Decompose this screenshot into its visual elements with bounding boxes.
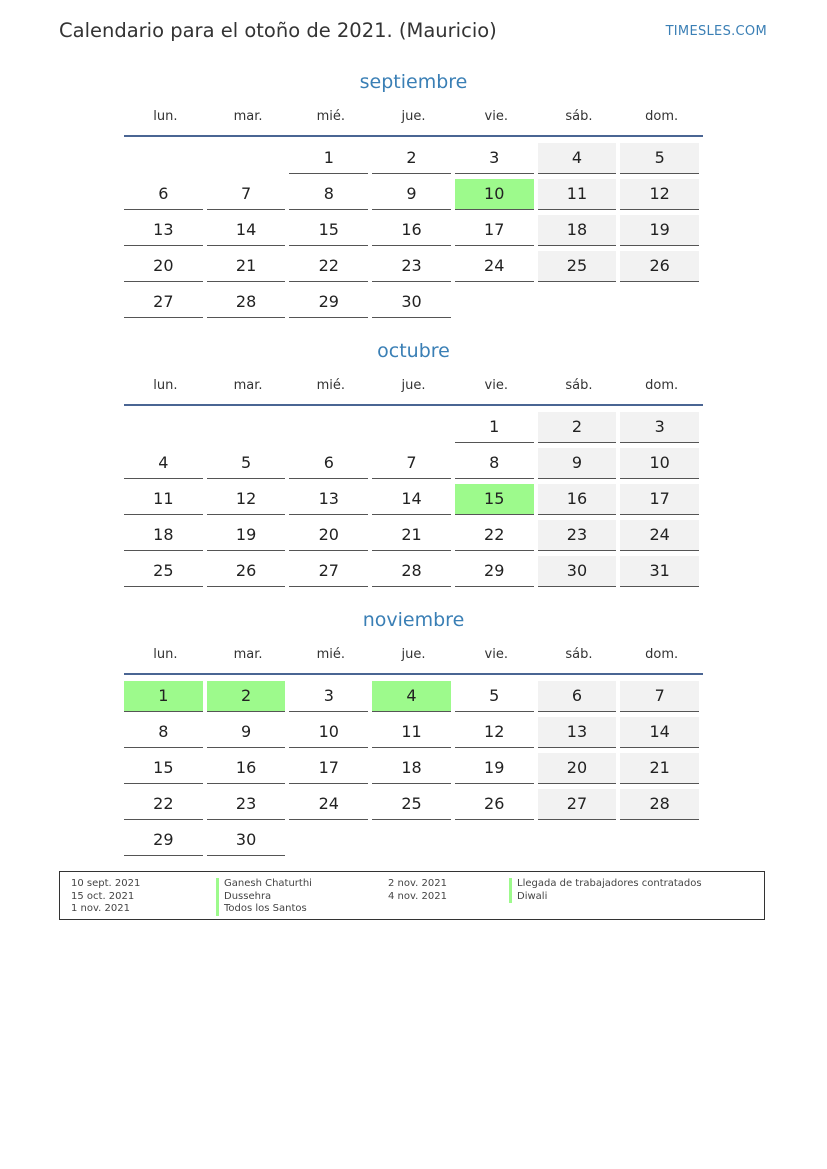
day-cell: 1: [289, 143, 368, 174]
weekday-label: mar.: [233, 108, 263, 124]
week-row: [124, 824, 703, 860]
week-row: [124, 716, 703, 752]
day-cell: 12: [455, 717, 534, 748]
day-cell: 29: [124, 825, 203, 856]
day-slot: [538, 447, 621, 483]
day-slot: [372, 555, 455, 591]
day-slot: [620, 519, 703, 555]
day-cell: 20: [124, 251, 203, 282]
day-cell: 17: [289, 753, 368, 784]
day-slot: [372, 447, 455, 483]
day-cell: 14: [207, 215, 286, 246]
legend-holiday-name: Ganesh Chaturthi: [216, 878, 312, 891]
day-slot: [455, 178, 538, 214]
day-cell: 25: [124, 556, 203, 587]
day-cell: 26: [207, 556, 286, 587]
day-cell: 27: [124, 287, 203, 318]
month-october: [124, 338, 703, 591]
day-cell: 27: [538, 789, 617, 820]
day-slot: [455, 824, 538, 860]
day-cell: 11: [124, 484, 203, 515]
day-cell: 31: [620, 556, 699, 587]
week-row: [124, 752, 703, 788]
day-cell: 26: [620, 251, 699, 282]
day-slot: [538, 250, 621, 286]
page-title: Calendario para el otoño de 2021. (Mauricio): [59, 19, 497, 42]
day-slot: [372, 680, 455, 716]
day-slot: [207, 286, 290, 322]
day-slot: [620, 447, 703, 483]
day-slot: [455, 286, 538, 322]
legend-holiday-name: Todos los Santos: [216, 903, 312, 916]
day-cell: 25: [538, 251, 617, 282]
day-slot: [289, 824, 372, 860]
day-cell: 18: [538, 215, 617, 246]
day-slot: [289, 483, 372, 519]
day-cell: 28: [620, 789, 699, 820]
day-slot: [124, 519, 207, 555]
day-slot: [289, 178, 372, 214]
day-slot: [289, 680, 372, 716]
day-cell: 29: [455, 556, 534, 587]
day-cell: 9: [207, 717, 286, 748]
day-cell: 15: [124, 753, 203, 784]
day-slot: [620, 178, 703, 214]
day-slot: [207, 752, 290, 788]
day-cell: 9: [538, 448, 617, 479]
day-slot: [207, 519, 290, 555]
weekday-label: lun.: [153, 646, 178, 662]
day-slot: [620, 680, 703, 716]
week-row: [124, 142, 703, 178]
day-cell: 19: [620, 215, 699, 246]
month-grid: [124, 680, 703, 860]
day-slot: [538, 824, 621, 860]
day-slot: [455, 250, 538, 286]
day-cell: 24: [289, 789, 368, 820]
day-slot: [620, 411, 703, 447]
day-slot: [372, 142, 455, 178]
day-slot: [538, 411, 621, 447]
month-name: noviembre: [362, 609, 465, 631]
day-slot: [455, 447, 538, 483]
weekday-label: vie.: [484, 646, 508, 662]
day-slot: [620, 788, 703, 824]
weekday-header: [124, 642, 703, 666]
weekday-header: [124, 104, 703, 128]
day-cell: 17: [620, 484, 699, 515]
day-cell: 3: [455, 143, 534, 174]
day-cell: 4: [538, 143, 617, 174]
day-slot: [372, 824, 455, 860]
day-cell: 28: [207, 287, 286, 318]
week-row: [124, 555, 703, 591]
week-row: [124, 286, 703, 322]
day-cell: 14: [620, 717, 699, 748]
day-slot: [207, 142, 290, 178]
day-cell: 6: [538, 681, 617, 712]
weekday-label: sáb.: [565, 377, 593, 393]
weekday-label: dom.: [645, 377, 679, 393]
week-row: [124, 680, 703, 716]
day-slot: [538, 142, 621, 178]
day-cell: 10: [620, 448, 699, 479]
day-cell: 13: [538, 717, 617, 748]
header-divider: [124, 135, 703, 137]
weekday-label: dom.: [645, 646, 679, 662]
week-row: [124, 411, 703, 447]
day-cell: 2: [372, 143, 451, 174]
day-cell: 6: [124, 179, 203, 210]
day-slot: [538, 214, 621, 250]
day-cell: 11: [372, 717, 451, 748]
holiday-legend: [59, 871, 765, 920]
day-cell: 18: [124, 520, 203, 551]
day-cell: 16: [372, 215, 451, 246]
day-slot: [289, 142, 372, 178]
day-slot: [538, 519, 621, 555]
weekday-label: vie.: [484, 377, 508, 393]
day-slot: [372, 286, 455, 322]
legend-date: 10 sept. 2021: [71, 878, 141, 889]
day-slot: [124, 178, 207, 214]
day-slot: [124, 752, 207, 788]
header-divider: [124, 673, 703, 675]
day-cell: 21: [372, 520, 451, 551]
month-november: [124, 607, 703, 860]
day-slot: [538, 680, 621, 716]
legend-date: 15 oct. 2021: [71, 890, 135, 902]
day-slot: [124, 824, 207, 860]
day-slot: [538, 716, 621, 752]
day-cell: 11: [538, 179, 617, 210]
month-grid: [124, 411, 703, 591]
month-september: [124, 69, 703, 322]
week-row: [124, 788, 703, 824]
day-cell: 7: [207, 179, 286, 210]
day-slot: [289, 250, 372, 286]
weekday-label: mié.: [316, 377, 345, 393]
holiday-day-cell: 1: [124, 681, 203, 712]
day-slot: [289, 286, 372, 322]
week-row: [124, 250, 703, 286]
day-cell: 30: [372, 287, 451, 318]
week-row: [124, 519, 703, 555]
weekday-label: sáb.: [565, 108, 593, 124]
weekday-label: vie.: [484, 108, 508, 124]
day-cell: 7: [620, 681, 699, 712]
day-slot: [620, 483, 703, 519]
day-slot: [620, 250, 703, 286]
day-slot: [455, 788, 538, 824]
day-slot: [372, 483, 455, 519]
day-slot: [124, 411, 207, 447]
day-slot: [538, 286, 621, 322]
holiday-day-cell: 4: [372, 681, 451, 712]
day-slot: [455, 483, 538, 519]
weekday-label: dom.: [645, 108, 679, 124]
day-cell: 26: [455, 789, 534, 820]
day-slot: [620, 824, 703, 860]
day-slot: [372, 519, 455, 555]
legend-holiday-name: Diwali: [509, 891, 702, 904]
day-slot: [455, 142, 538, 178]
day-slot: [124, 788, 207, 824]
month-name: octubre: [377, 340, 450, 362]
day-slot: [289, 411, 372, 447]
day-slot: [372, 411, 455, 447]
day-cell: 22: [289, 251, 368, 282]
day-slot: [124, 214, 207, 250]
weekday-label: lun.: [153, 377, 178, 393]
day-cell: 5: [455, 681, 534, 712]
day-slot: [620, 752, 703, 788]
day-slot: [620, 214, 703, 250]
day-slot: [620, 555, 703, 591]
day-slot: [207, 788, 290, 824]
day-cell: 1: [455, 412, 534, 443]
day-cell: 8: [124, 717, 203, 748]
day-cell: 3: [289, 681, 368, 712]
day-cell: 15: [289, 215, 368, 246]
day-slot: [372, 752, 455, 788]
holiday-day-cell: 15: [455, 484, 534, 515]
day-slot: [124, 483, 207, 519]
legend-right-names: [509, 878, 702, 903]
legend-holiday-name: Dussehra: [216, 891, 312, 904]
day-slot: [207, 716, 290, 752]
day-slot: [207, 178, 290, 214]
day-slot: [455, 214, 538, 250]
day-cell: 24: [620, 520, 699, 551]
weekday-label: jue.: [401, 108, 426, 124]
holiday-day-cell: 10: [455, 179, 534, 210]
day-slot: [289, 447, 372, 483]
day-cell: 16: [207, 753, 286, 784]
day-cell: 22: [455, 520, 534, 551]
day-slot: [124, 286, 207, 322]
day-slot: [455, 680, 538, 716]
day-slot: [620, 286, 703, 322]
site-link[interactable]: TIMESLES.COM: [665, 24, 767, 39]
weekday-label: mar.: [233, 646, 263, 662]
day-cell: 20: [538, 753, 617, 784]
day-slot: [372, 250, 455, 286]
weekday-label: mar.: [233, 377, 263, 393]
day-slot: [124, 680, 207, 716]
day-cell: 13: [289, 484, 368, 515]
day-slot: [207, 447, 290, 483]
day-cell: 30: [538, 556, 617, 587]
day-cell: 5: [207, 448, 286, 479]
day-slot: [289, 788, 372, 824]
day-cell: 19: [455, 753, 534, 784]
day-cell: 9: [372, 179, 451, 210]
day-slot: [207, 680, 290, 716]
day-slot: [207, 250, 290, 286]
holiday-day-cell: 2: [207, 681, 286, 712]
day-slot: [538, 752, 621, 788]
day-cell: 24: [455, 251, 534, 282]
day-slot: [289, 752, 372, 788]
day-cell: 8: [289, 179, 368, 210]
day-slot: [124, 447, 207, 483]
day-slot: [372, 178, 455, 214]
day-cell: 18: [372, 753, 451, 784]
day-slot: [207, 411, 290, 447]
day-cell: 2: [538, 412, 617, 443]
day-slot: [538, 178, 621, 214]
day-slot: [124, 250, 207, 286]
day-cell: 8: [455, 448, 534, 479]
weekday-label: mié.: [316, 108, 345, 124]
day-cell: 29: [289, 287, 368, 318]
day-cell: 7: [372, 448, 451, 479]
legend-date: 4 nov. 2021: [388, 890, 447, 902]
header-divider: [124, 404, 703, 406]
day-cell: 28: [372, 556, 451, 587]
day-slot: [455, 519, 538, 555]
day-cell: 21: [207, 251, 286, 282]
weekday-label: lun.: [153, 108, 178, 124]
day-cell: 3: [620, 412, 699, 443]
day-cell: 23: [538, 520, 617, 551]
day-cell: 14: [372, 484, 451, 515]
weekday-label: mié.: [316, 646, 345, 662]
week-row: [124, 483, 703, 519]
day-cell: 23: [207, 789, 286, 820]
day-cell: 30: [207, 825, 286, 856]
day-slot: [455, 716, 538, 752]
day-slot: [372, 716, 455, 752]
legend-date: 1 nov. 2021: [71, 903, 130, 914]
day-slot: [289, 214, 372, 250]
day-slot: [372, 214, 455, 250]
day-slot: [124, 716, 207, 752]
day-cell: 19: [207, 520, 286, 551]
day-cell: 21: [620, 753, 699, 784]
day-slot: [124, 142, 207, 178]
month-grid: [124, 142, 703, 322]
legend-right-dates: [388, 878, 447, 903]
day-slot: [538, 788, 621, 824]
week-row: [124, 178, 703, 214]
week-row: [124, 447, 703, 483]
day-cell: 6: [289, 448, 368, 479]
day-slot: [455, 411, 538, 447]
day-slot: [372, 788, 455, 824]
day-cell: 20: [289, 520, 368, 551]
day-slot: [207, 483, 290, 519]
day-cell: 23: [372, 251, 451, 282]
day-slot: [207, 824, 290, 860]
day-slot: [455, 752, 538, 788]
day-slot: [289, 555, 372, 591]
legend-date: 2 nov. 2021: [388, 878, 447, 889]
day-slot: [289, 716, 372, 752]
day-cell: 13: [124, 215, 203, 246]
day-cell: 4: [124, 448, 203, 479]
day-cell: 12: [207, 484, 286, 515]
day-cell: 17: [455, 215, 534, 246]
day-cell: 22: [124, 789, 203, 820]
day-cell: 10: [289, 717, 368, 748]
day-slot: [538, 555, 621, 591]
day-slot: [207, 555, 290, 591]
day-cell: 5: [620, 143, 699, 174]
legend-left-names: [216, 878, 312, 916]
month-name: septiembre: [359, 71, 468, 93]
day-slot: [455, 555, 538, 591]
day-cell: 16: [538, 484, 617, 515]
day-slot: [124, 555, 207, 591]
week-row: [124, 214, 703, 250]
day-cell: 12: [620, 179, 699, 210]
day-cell: 25: [372, 789, 451, 820]
day-slot: [538, 483, 621, 519]
weekday-label: jue.: [401, 646, 426, 662]
day-cell: 27: [289, 556, 368, 587]
legend-left-dates: [71, 878, 140, 916]
day-slot: [620, 716, 703, 752]
day-slot: [207, 214, 290, 250]
day-slot: [289, 519, 372, 555]
weekday-label: sáb.: [565, 646, 593, 662]
weekday-label: jue.: [401, 377, 426, 393]
weekday-header: [124, 373, 703, 397]
day-slot: [620, 142, 703, 178]
legend-holiday-name: Llegada de trabajadores contratados: [509, 878, 702, 891]
